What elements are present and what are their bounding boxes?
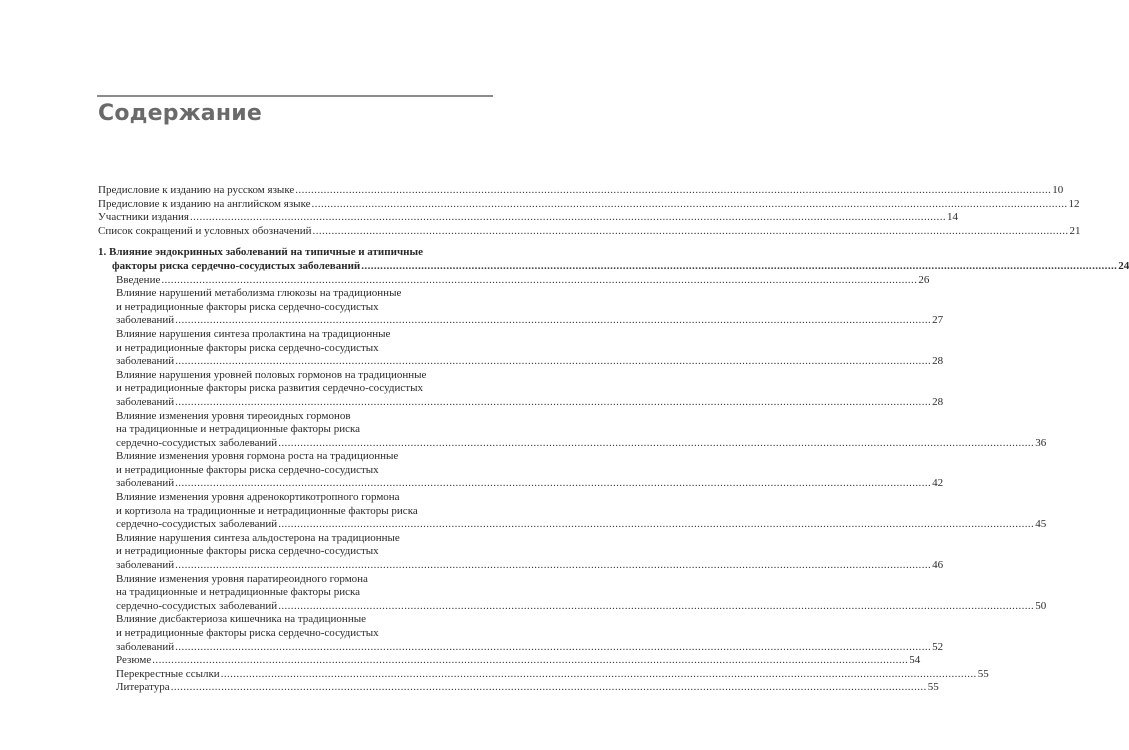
toc-entry-page: 42 [932, 477, 944, 490]
toc-entry-label: Перекрестные ссылки [116, 667, 220, 680]
toc-entry-label: сердечно-сосудистых заболеваний [116, 518, 278, 531]
section-line-last [116, 395, 944, 410]
section-line: Влияние изменения уровня гормона роста на традиционные [116, 450, 399, 463]
toc-entry-label: Предисловие к изданию на русском языке [98, 184, 295, 196]
toc-section[interactable] [116, 613, 944, 654]
page-title: Содержание [98, 101, 262, 126]
toc-section[interactable] [116, 368, 944, 410]
dot-leader [312, 198, 1068, 212]
toc-entry-page: 21 [1069, 224, 1081, 237]
toc-entry[interactable] [98, 184, 1064, 198]
dot-leader [278, 600, 1034, 614]
chapter-title-line-last [98, 259, 1129, 274]
toc-entry-page: 24 [1118, 259, 1129, 272]
section-line-last [116, 640, 944, 655]
toc-entry-label: заболеваний [116, 314, 175, 327]
toc-entry-page: 14 [947, 211, 958, 224]
section-list [98, 273, 1047, 695]
toc-section[interactable] [116, 531, 944, 573]
toc-entry-page: 45 [1035, 518, 1047, 531]
dot-leader [175, 559, 931, 573]
dot-leader [313, 225, 1069, 239]
section-line: Влияние нарушения синтеза пролактина на традиционные [116, 327, 391, 340]
chapter-title-line: 1. Влияние эндокринных заболеваний на типичные и атипичные [98, 246, 423, 259]
toc-section[interactable] [116, 667, 989, 682]
section-line: и нетрадиционные факторы риска сердечно-сосудистых [116, 463, 379, 476]
section-line: на традиционные и нетрадиционные факторы риска [116, 586, 361, 599]
toc-entry-label: заболеваний [116, 640, 175, 653]
toc-entry-label: заболеваний [116, 395, 175, 408]
toc-entry-label: заболеваний [116, 477, 175, 490]
toc-section[interactable] [116, 287, 944, 328]
toc-section[interactable] [116, 450, 944, 491]
toc-entry-label: Список сокращений и условных обозначений [98, 224, 312, 237]
dot-leader [278, 437, 1034, 451]
toc-entry-page: 27 [932, 314, 944, 327]
section-line: Влияние дисбактериоза кишечника на традиционные [116, 613, 366, 626]
toc-section[interactable] [116, 572, 1047, 614]
dot-leader [175, 396, 931, 410]
dot-leader [190, 211, 946, 225]
toc-entry-page: 36 [1035, 436, 1047, 449]
toc-chapter[interactable] [98, 246, 1129, 273]
toc-entry-label: Предисловие к изданию на английском языке [98, 197, 311, 210]
section-line: Влияние изменения уровня паратиреоидного гормона [116, 572, 368, 585]
dot-leader [175, 355, 931, 369]
toc-entry-page: 28 [932, 355, 944, 368]
section-line-last [116, 314, 944, 328]
section-line: Влияние нарушения уровней половых гормонов на традиционные [116, 368, 427, 381]
section-line: и нетрадиционные факторы риска сердечно-сосудистых [116, 300, 379, 313]
toc-entry-page: 52 [932, 640, 944, 653]
section-line: Влияние изменения уровня тиреоидных гормонов [116, 409, 351, 422]
section-line-last [116, 477, 944, 491]
dot-leader [175, 477, 931, 491]
dot-leader [221, 668, 977, 682]
dot-leader [152, 654, 908, 668]
section-line-last [116, 273, 930, 288]
dot-leader [171, 681, 927, 695]
dot-leader [175, 641, 931, 655]
toc-entry-label: Резюме [116, 654, 152, 667]
toc-section[interactable] [116, 327, 944, 369]
toc-entry-label: Литература [116, 681, 170, 694]
section-line-last [116, 518, 1047, 532]
toc-entry-page: 10 [1052, 184, 1064, 196]
dot-leader [295, 184, 1051, 198]
section-line-last [116, 559, 944, 573]
dot-leader [175, 314, 931, 328]
toc-entry-label: сердечно-сосудистых заболеваний [116, 599, 278, 612]
section-line: и кортизола на традиционные и нетрадиционные факторы риска [116, 504, 418, 517]
toc-entry[interactable] [98, 197, 1080, 212]
section-line: и нетрадиционные факторы риска сердечно-сосудистых [116, 341, 379, 354]
toc-entry-page: 46 [932, 559, 944, 572]
toc-entry-page: 55 [977, 667, 989, 680]
dot-leader [161, 274, 917, 288]
toc-entry-label: заболеваний [116, 355, 175, 368]
section-line: Влияние нарушения синтеза альдостерона на традиционные [116, 531, 400, 544]
toc-entry-label: заболеваний [116, 559, 175, 572]
section-line: и нетрадиционные факторы риска сердечно-сосудистых [116, 627, 379, 639]
dot-leader [361, 260, 1117, 274]
toc-section[interactable] [116, 491, 1047, 532]
toc-section[interactable] [116, 273, 930, 288]
toc-entry-page: 12 [1068, 197, 1080, 210]
section-line: и нетрадиционные факторы риска сердечно-сосудистых [116, 545, 379, 558]
section-line-last [116, 681, 939, 695]
toc-entry-page: 55 [927, 681, 939, 694]
toc-entry[interactable] [98, 211, 958, 225]
toc-entry-page: 26 [918, 273, 930, 286]
toc-section[interactable] [116, 654, 921, 668]
section-line: Влияние изменения уровня адренокортикотропного гормона [116, 491, 400, 504]
toc-entry-label: Введение [116, 273, 161, 286]
section-line: и нетрадиционные факторы риска развития сердечно-сосудистых [116, 382, 423, 395]
section-line-last [116, 654, 921, 668]
dot-leader [278, 518, 1034, 532]
toc-entry-label: факторы риска сердечно-сосудистых заболеваний [112, 259, 361, 272]
header-rule [97, 95, 493, 97]
section-line: Влияние нарушений метаболизма глюкозы на традиционные [116, 287, 402, 300]
section-line-last [116, 599, 1047, 614]
toc-entry[interactable] [98, 224, 1081, 239]
toc-entry-page: 54 [909, 654, 921, 667]
section-line-last [116, 667, 989, 682]
section-line-last [116, 355, 944, 369]
toc-section[interactable] [116, 681, 939, 695]
toc-entry-label: Участники издания [98, 211, 189, 224]
section-line-last [116, 436, 1047, 451]
toc-entry-page: 50 [1035, 599, 1047, 612]
toc-entry-label: сердечно-сосудистых заболеваний [116, 436, 278, 449]
section-line: на традиционные и нетрадиционные факторы риска [116, 423, 361, 436]
toc-entry-page: 28 [932, 395, 944, 408]
table-of-contents [98, 184, 1129, 695]
toc-section[interactable] [116, 409, 1047, 451]
